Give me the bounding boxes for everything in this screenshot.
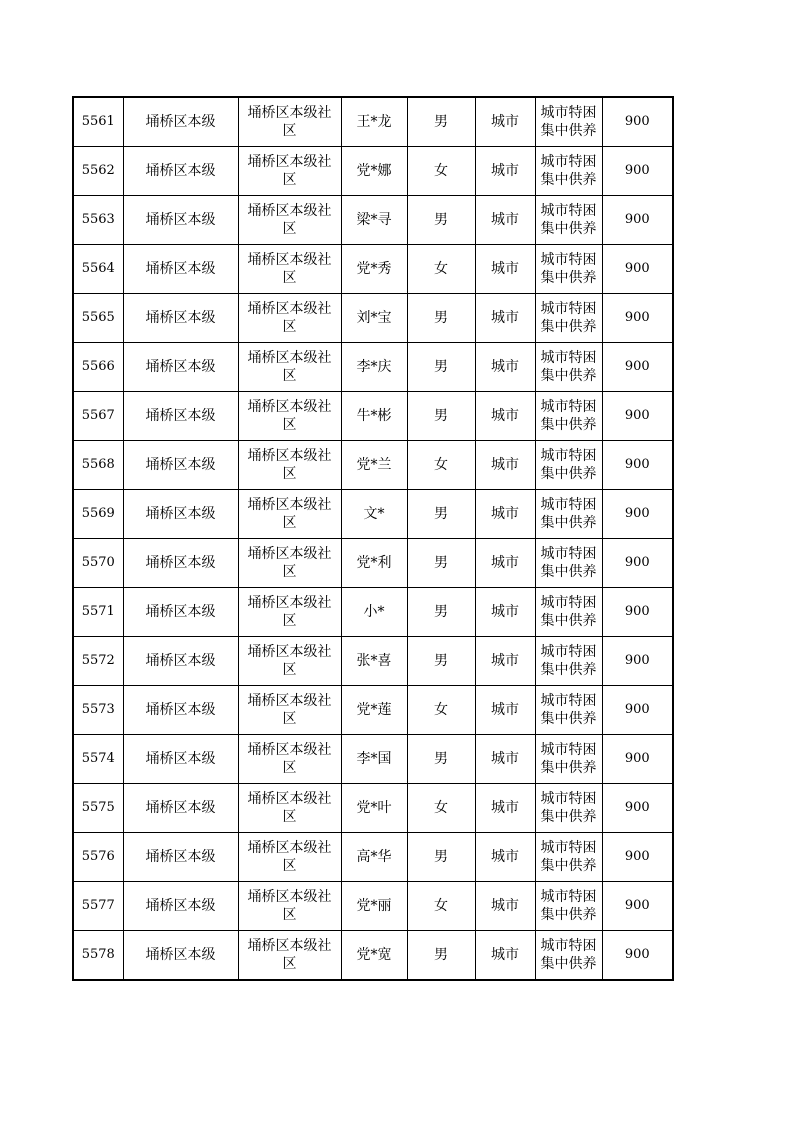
cell-name: 党*兰 bbox=[341, 441, 407, 490]
cell-area: 城市 bbox=[475, 882, 535, 931]
cell-district: 埇桥区本级 bbox=[123, 441, 238, 490]
cell-area: 城市 bbox=[475, 245, 535, 294]
cell-id: 5569 bbox=[73, 490, 123, 539]
cell-area: 城市 bbox=[475, 931, 535, 981]
cell-district: 埇桥区本级 bbox=[123, 735, 238, 784]
table-row bbox=[73, 147, 673, 196]
cell-name: 刘*宝 bbox=[341, 294, 407, 343]
cell-area: 城市 bbox=[475, 343, 535, 392]
cell-area: 城市 bbox=[475, 147, 535, 196]
cell-category: 城市特困集中供养 bbox=[535, 147, 602, 196]
cell-district: 埇桥区本级 bbox=[123, 833, 238, 882]
cell-category: 城市特困集中供养 bbox=[535, 784, 602, 833]
cell-district: 埇桥区本级 bbox=[123, 931, 238, 981]
cell-district: 埇桥区本级 bbox=[123, 294, 238, 343]
cell-area: 城市 bbox=[475, 392, 535, 441]
cell-name: 党*利 bbox=[341, 539, 407, 588]
cell-community: 埇桥区本级社区 bbox=[238, 245, 341, 294]
cell-amount: 900 bbox=[602, 735, 673, 784]
cell-name: 党*秀 bbox=[341, 245, 407, 294]
cell-amount: 900 bbox=[602, 392, 673, 441]
cell-gender: 女 bbox=[407, 882, 475, 931]
cell-community: 埇桥区本级社区 bbox=[238, 490, 341, 539]
cell-district: 埇桥区本级 bbox=[123, 196, 238, 245]
cell-name: 党*叶 bbox=[341, 784, 407, 833]
table-row bbox=[73, 882, 673, 931]
cell-amount: 900 bbox=[602, 245, 673, 294]
cell-area: 城市 bbox=[475, 833, 535, 882]
cell-name: 李*庆 bbox=[341, 343, 407, 392]
cell-district: 埇桥区本级 bbox=[123, 97, 238, 147]
cell-name: 党*宽 bbox=[341, 931, 407, 981]
cell-district: 埇桥区本级 bbox=[123, 245, 238, 294]
cell-name: 梁*寻 bbox=[341, 196, 407, 245]
cell-area: 城市 bbox=[475, 441, 535, 490]
cell-district: 埇桥区本级 bbox=[123, 147, 238, 196]
cell-gender: 男 bbox=[407, 539, 475, 588]
table-row bbox=[73, 392, 673, 441]
cell-category: 城市特困集中供养 bbox=[535, 245, 602, 294]
cell-community: 埇桥区本级社区 bbox=[238, 931, 341, 981]
cell-category: 城市特困集中供养 bbox=[535, 882, 602, 931]
table-row bbox=[73, 97, 673, 147]
cell-gender: 男 bbox=[407, 735, 475, 784]
cell-gender: 男 bbox=[407, 490, 475, 539]
cell-amount: 900 bbox=[602, 833, 673, 882]
cell-gender: 女 bbox=[407, 245, 475, 294]
cell-district: 埇桥区本级 bbox=[123, 490, 238, 539]
cell-id: 5575 bbox=[73, 784, 123, 833]
cell-category: 城市特困集中供养 bbox=[535, 588, 602, 637]
cell-area: 城市 bbox=[475, 686, 535, 735]
cell-id: 5576 bbox=[73, 833, 123, 882]
cell-area: 城市 bbox=[475, 490, 535, 539]
cell-name: 党*娜 bbox=[341, 147, 407, 196]
cell-area: 城市 bbox=[475, 784, 535, 833]
cell-name: 张*喜 bbox=[341, 637, 407, 686]
cell-amount: 900 bbox=[602, 637, 673, 686]
cell-gender: 男 bbox=[407, 637, 475, 686]
table-row bbox=[73, 833, 673, 882]
cell-gender: 男 bbox=[407, 392, 475, 441]
cell-category: 城市特困集中供养 bbox=[535, 441, 602, 490]
cell-district: 埇桥区本级 bbox=[123, 686, 238, 735]
table-row bbox=[73, 441, 673, 490]
cell-area: 城市 bbox=[475, 637, 535, 686]
table-row bbox=[73, 735, 673, 784]
cell-category: 城市特困集中供养 bbox=[535, 490, 602, 539]
cell-category: 城市特困集中供养 bbox=[535, 686, 602, 735]
cell-area: 城市 bbox=[475, 97, 535, 147]
cell-gender: 男 bbox=[407, 97, 475, 147]
cell-community: 埇桥区本级社区 bbox=[238, 196, 341, 245]
table-body bbox=[73, 97, 673, 980]
cell-community: 埇桥区本级社区 bbox=[238, 784, 341, 833]
cell-category: 城市特困集中供养 bbox=[535, 294, 602, 343]
cell-category: 城市特困集中供养 bbox=[535, 735, 602, 784]
table-row bbox=[73, 490, 673, 539]
table-row bbox=[73, 245, 673, 294]
cell-name: 王*龙 bbox=[341, 97, 407, 147]
cell-id: 5571 bbox=[73, 588, 123, 637]
cell-community: 埇桥区本级社区 bbox=[238, 882, 341, 931]
cell-community: 埇桥区本级社区 bbox=[238, 147, 341, 196]
cell-district: 埇桥区本级 bbox=[123, 784, 238, 833]
cell-area: 城市 bbox=[475, 735, 535, 784]
cell-id: 5568 bbox=[73, 441, 123, 490]
cell-district: 埇桥区本级 bbox=[123, 343, 238, 392]
cell-gender: 女 bbox=[407, 147, 475, 196]
cell-community: 埇桥区本级社区 bbox=[238, 343, 341, 392]
cell-district: 埇桥区本级 bbox=[123, 392, 238, 441]
cell-gender: 男 bbox=[407, 196, 475, 245]
cell-district: 埇桥区本级 bbox=[123, 539, 238, 588]
cell-name: 牛*彬 bbox=[341, 392, 407, 441]
cell-id: 5561 bbox=[73, 97, 123, 147]
cell-amount: 900 bbox=[602, 686, 673, 735]
table-row bbox=[73, 686, 673, 735]
cell-amount: 900 bbox=[602, 882, 673, 931]
cell-name: 党*丽 bbox=[341, 882, 407, 931]
cell-id: 5573 bbox=[73, 686, 123, 735]
cell-amount: 900 bbox=[602, 539, 673, 588]
table-row bbox=[73, 294, 673, 343]
cell-amount: 900 bbox=[602, 97, 673, 147]
cell-name: 李*国 bbox=[341, 735, 407, 784]
beneficiary-table bbox=[72, 96, 674, 981]
cell-category: 城市特困集中供养 bbox=[535, 637, 602, 686]
cell-category: 城市特困集中供养 bbox=[535, 196, 602, 245]
cell-name: 高*华 bbox=[341, 833, 407, 882]
cell-id: 5562 bbox=[73, 147, 123, 196]
cell-id: 5565 bbox=[73, 294, 123, 343]
cell-community: 埇桥区本级社区 bbox=[238, 294, 341, 343]
cell-district: 埇桥区本级 bbox=[123, 882, 238, 931]
cell-gender: 男 bbox=[407, 294, 475, 343]
cell-name: 文* bbox=[341, 490, 407, 539]
cell-gender: 女 bbox=[407, 686, 475, 735]
cell-id: 5578 bbox=[73, 931, 123, 981]
cell-gender: 男 bbox=[407, 833, 475, 882]
cell-community: 埇桥区本级社区 bbox=[238, 539, 341, 588]
cell-category: 城市特困集中供养 bbox=[535, 931, 602, 981]
cell-area: 城市 bbox=[475, 539, 535, 588]
cell-name: 党*莲 bbox=[341, 686, 407, 735]
cell-id: 5572 bbox=[73, 637, 123, 686]
cell-amount: 900 bbox=[602, 343, 673, 392]
cell-gender: 男 bbox=[407, 343, 475, 392]
table-row bbox=[73, 343, 673, 392]
cell-gender: 女 bbox=[407, 441, 475, 490]
cell-amount: 900 bbox=[602, 441, 673, 490]
cell-community: 埇桥区本级社区 bbox=[238, 735, 341, 784]
cell-area: 城市 bbox=[475, 294, 535, 343]
cell-area: 城市 bbox=[475, 196, 535, 245]
cell-category: 城市特困集中供养 bbox=[535, 833, 602, 882]
cell-category: 城市特困集中供养 bbox=[535, 539, 602, 588]
cell-amount: 900 bbox=[602, 588, 673, 637]
cell-amount: 900 bbox=[602, 147, 673, 196]
cell-amount: 900 bbox=[602, 490, 673, 539]
cell-amount: 900 bbox=[602, 294, 673, 343]
cell-amount: 900 bbox=[602, 196, 673, 245]
cell-id: 5570 bbox=[73, 539, 123, 588]
cell-district: 埇桥区本级 bbox=[123, 588, 238, 637]
cell-id: 5574 bbox=[73, 735, 123, 784]
cell-id: 5577 bbox=[73, 882, 123, 931]
cell-community: 埇桥区本级社区 bbox=[238, 441, 341, 490]
table-row bbox=[73, 931, 673, 981]
cell-community: 埇桥区本级社区 bbox=[238, 686, 341, 735]
cell-district: 埇桥区本级 bbox=[123, 637, 238, 686]
cell-community: 埇桥区本级社区 bbox=[238, 97, 341, 147]
cell-gender: 男 bbox=[407, 588, 475, 637]
cell-community: 埇桥区本级社区 bbox=[238, 637, 341, 686]
cell-community: 埇桥区本级社区 bbox=[238, 392, 341, 441]
cell-name: 小* bbox=[341, 588, 407, 637]
cell-amount: 900 bbox=[602, 931, 673, 981]
cell-id: 5564 bbox=[73, 245, 123, 294]
cell-area: 城市 bbox=[475, 588, 535, 637]
cell-gender: 男 bbox=[407, 931, 475, 981]
cell-community: 埇桥区本级社区 bbox=[238, 833, 341, 882]
table-row bbox=[73, 637, 673, 686]
cell-id: 5566 bbox=[73, 343, 123, 392]
cell-community: 埇桥区本级社区 bbox=[238, 588, 341, 637]
cell-category: 城市特困集中供养 bbox=[535, 343, 602, 392]
cell-category: 城市特困集中供养 bbox=[535, 97, 602, 147]
cell-gender: 女 bbox=[407, 784, 475, 833]
cell-amount: 900 bbox=[602, 784, 673, 833]
table-row bbox=[73, 588, 673, 637]
table-row bbox=[73, 196, 673, 245]
table-row bbox=[73, 539, 673, 588]
table-row bbox=[73, 784, 673, 833]
cell-category: 城市特困集中供养 bbox=[535, 392, 602, 441]
cell-id: 5567 bbox=[73, 392, 123, 441]
cell-id: 5563 bbox=[73, 196, 123, 245]
